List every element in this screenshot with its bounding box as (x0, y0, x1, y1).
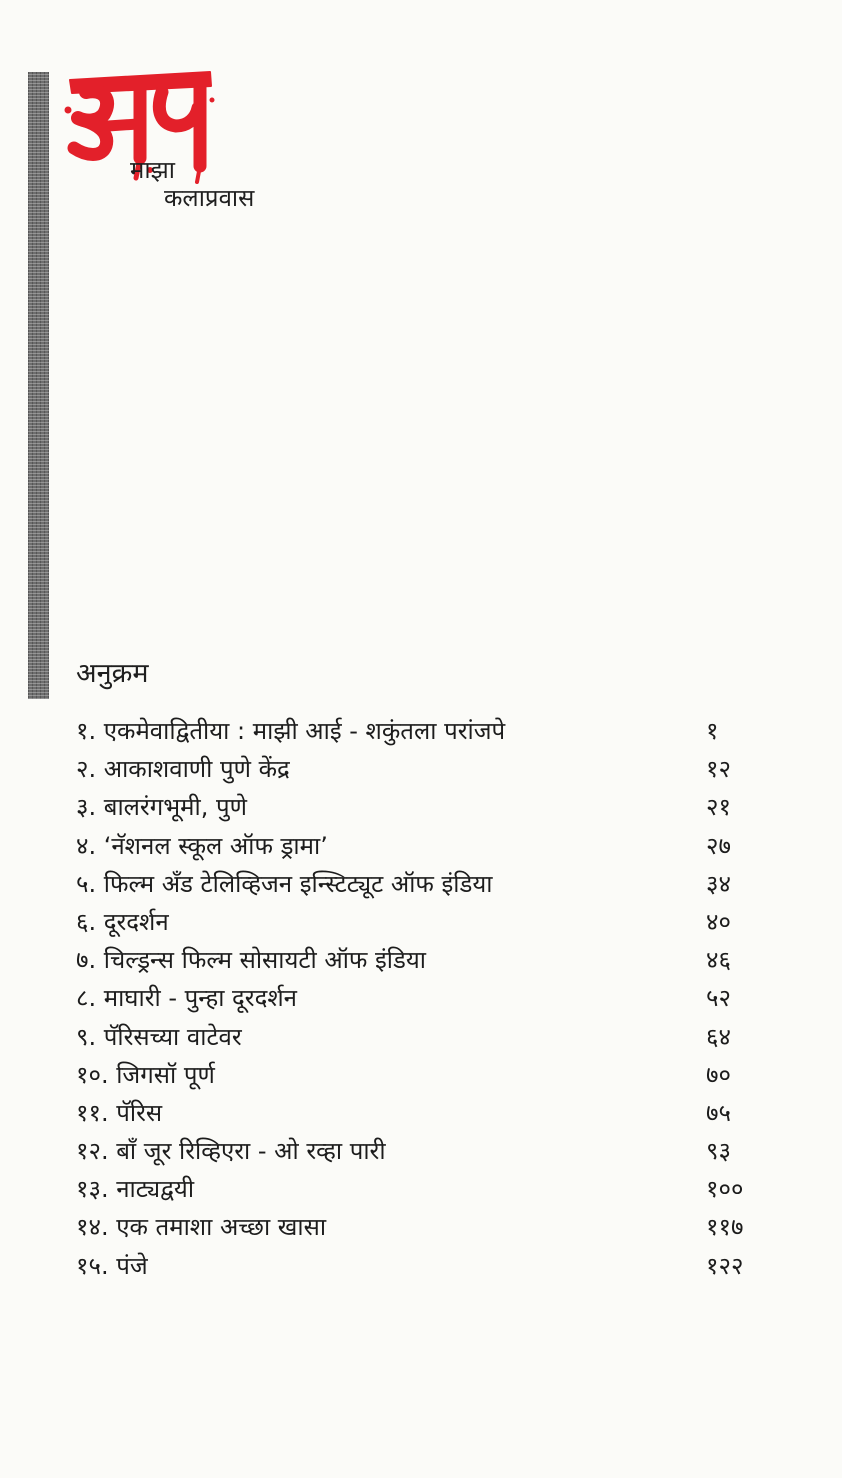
toc-entry-page: ४६ (706, 946, 731, 975)
toc-entry-page: ९३ (706, 1137, 731, 1166)
logo-subtitle-line2: कलाप्रवास (164, 184, 255, 212)
toc-entry-title: ६. दूरदर्शन (76, 907, 169, 936)
toc-entry-page: ३४ (706, 869, 731, 898)
book-logo (60, 66, 280, 226)
toc-entry-title: ११. पॅरिस (76, 1098, 163, 1127)
toc-entry-title: ३. बालरंगभूमी, पुणे (76, 793, 247, 822)
toc-entry-2 (76, 752, 776, 790)
toc-entry-12 (76, 1134, 776, 1172)
toc-entry-title: १०. जिगसॉ पूर्ण (76, 1060, 215, 1089)
toc-heading: अनुक्रम (76, 658, 149, 689)
logo-subtitle-line1: माझा (130, 156, 175, 184)
toc-entry-page: १२ (706, 755, 731, 784)
toc-entry-title: ४. ‘नॅशनल स्कूल ऑफ ड्रामा’ (76, 831, 328, 860)
toc-entry-15 (76, 1249, 776, 1287)
toc-entry-page: ४० (706, 907, 731, 936)
toc-entry-title: ५. फिल्म अँड टेलिव्हिजन इन्स्टिट्यूट ऑफ इंडिया (76, 869, 493, 898)
toc-entry-title: १५. पंजे (76, 1251, 148, 1280)
toc-entry-10 (76, 1058, 776, 1096)
toc-entry-8 (76, 981, 776, 1019)
toc-entry-page: ७० (706, 1060, 731, 1089)
toc-entry-13 (76, 1172, 776, 1210)
toc-entry-title: २. आकाशवाणी पुणे केंद्र (76, 755, 290, 784)
toc-entry-title: १३. नाट्यद्वयी (76, 1175, 195, 1204)
toc-entry-title: १४. एक तमाशा अच्छा खासा (76, 1213, 327, 1242)
toc-entry-1 (76, 714, 776, 752)
toc-entry-page: २१ (706, 793, 731, 822)
toc-entry-14 (76, 1210, 776, 1248)
toc-entry-11 (76, 1096, 776, 1134)
toc-entry-title: १२. बाँ जूर रिव्हिएरा - ओ रव्हा पारी (76, 1137, 386, 1166)
toc-entry-page: १ (706, 717, 719, 745)
toc-entry-page: ११७ (706, 1213, 744, 1242)
toc-entry-7 (76, 943, 776, 981)
spine-bar (28, 72, 49, 699)
toc-entry-page: १२२ (706, 1251, 744, 1280)
toc-entry-6 (76, 905, 776, 943)
toc-list (76, 714, 776, 1287)
toc-entry-page: ५२ (706, 984, 731, 1013)
toc-entry-page: १०० (706, 1175, 744, 1204)
toc-entry-4 (76, 829, 776, 867)
toc-entry-page: ७५ (706, 1098, 731, 1127)
toc-entry-5 (76, 867, 776, 905)
toc-entry-title: ८. माघारी - पुन्हा दूरदर्शन (76, 984, 297, 1013)
toc-entry-page: ६४ (706, 1022, 731, 1051)
toc-entry-title: ९. पॅरिसच्या वाटेवर (76, 1022, 242, 1051)
toc-entry-page: २७ (706, 831, 731, 860)
toc-entry-9 (76, 1020, 776, 1058)
toc-entry-3 (76, 790, 776, 828)
toc-entry-title: १. एकमेवाद्वितीया : माझी आई - शकुंतला परांजपे (76, 717, 506, 745)
toc-entry-title: ७. चिल्ड्रन्स फिल्म सोसायटी ऑफ इंडिया (76, 946, 426, 975)
